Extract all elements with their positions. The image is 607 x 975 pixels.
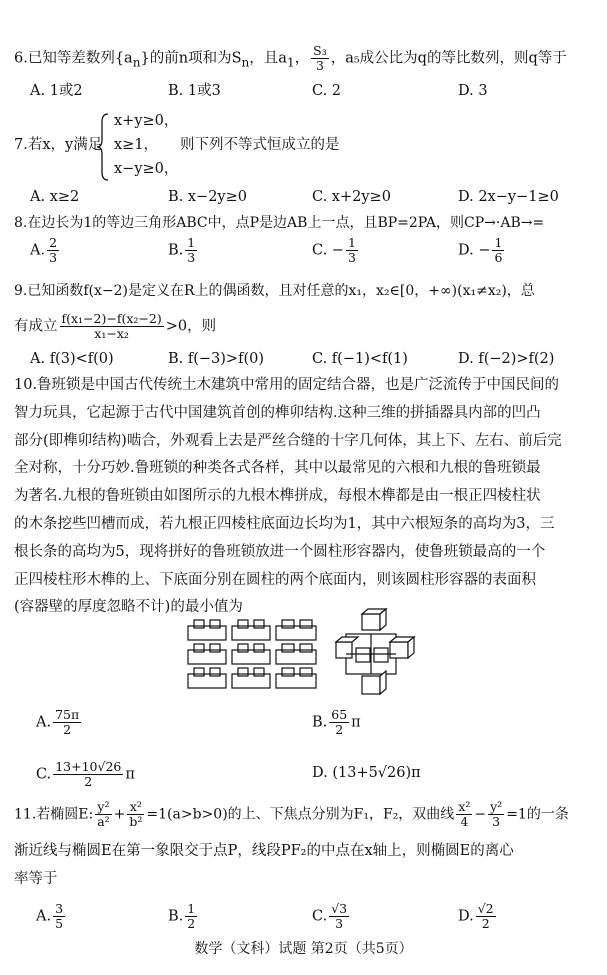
q6-frac-num: S₃ xyxy=(313,43,327,58)
q11-text-b: =1(a>b>0)的上、下焦点分别为F₁，F₂，双曲线 xyxy=(146,806,455,823)
q10-line-5: 为著名.九根的鲁班锁由如图所示的九根木榫拼成，每根木榫都是由一根正四棱柱状 xyxy=(14,488,541,505)
q9-option-c: C. f(−1)<f(1) xyxy=(312,351,408,367)
q8-c-num: 1 xyxy=(347,235,356,250)
q10-option-c xyxy=(36,760,135,789)
q10-a-label: A. xyxy=(36,714,52,731)
q10-line-6: 的木条挖些凹槽而成，若九根正四棱柱底面边长均为1，其中六根短条的高均为3，三 xyxy=(14,515,555,532)
q10-line-2: 智力玩具，它起源于古代中国建筑首创的榫卯结构.这种三维的拼插器具内部的凹凸 xyxy=(14,404,541,421)
q10-line-9: (容器壁的厚度忽略不计)的最小值为 xyxy=(14,599,243,616)
q6-text-a: 6.已知等差数列{a xyxy=(14,50,133,67)
q11-c-label: C. xyxy=(312,908,328,925)
q11-option-d xyxy=(458,902,498,931)
q10-line-3: 部分(即榫卯结构)啮合，外观看上去是严丝合缝的十字几何体，其上下、左右、前后完 xyxy=(14,432,562,449)
q11-b-num: 1 xyxy=(187,901,196,916)
q10-option-a xyxy=(36,708,83,737)
q10-c-tail: π xyxy=(125,766,135,783)
q6-text-b: }的前n项和为S xyxy=(140,50,242,67)
q11-option-b xyxy=(168,902,199,931)
q8-c-fraction xyxy=(346,236,358,265)
q11-f1-den: a² xyxy=(97,814,110,829)
q11-c-num: √3 xyxy=(331,901,348,916)
q11-option-a xyxy=(36,902,67,931)
q10-c-label: C. xyxy=(36,766,52,783)
q8-c-label: C. − xyxy=(312,242,344,259)
q7-option-d: D. 2x−y−1≥0 xyxy=(458,189,559,205)
q10-b-fraction xyxy=(329,708,349,737)
q6-text-d: ，a₅成公比为q的等比数列，则q等于 xyxy=(330,50,567,67)
q10-line-8: 正四棱柱形木榫的上、下底面分别在圆柱的两个底面内，则该圆柱形容器的表面积 xyxy=(14,571,536,588)
q6-option-b: B. 1或3 xyxy=(168,83,221,99)
q10-option-b xyxy=(312,708,361,737)
question-11-line-2: 渐近线与椭圆E在第一象限交于点P，线段PF₂的中点在x轴上，则椭圆E的离心 xyxy=(14,843,514,859)
q9-option-d: D. f(−2)>f(2) xyxy=(458,351,555,367)
q8-c-den: 3 xyxy=(347,250,356,265)
q8-a-fraction xyxy=(47,236,59,265)
q8-d-fraction xyxy=(492,236,504,265)
q9-option-b: B. f(−3)>f(0) xyxy=(168,351,264,367)
q10-line-1: 10.鲁班锁是中国古代传统土木建筑中常用的固定结合器，也是广泛流传于中国民间的 xyxy=(14,377,560,393)
q11-f4-num: y² xyxy=(490,799,503,814)
q10-c-den: 2 xyxy=(84,774,93,789)
q10-c-num: 13+10√26 xyxy=(55,759,122,774)
q8-a-den: 3 xyxy=(49,250,58,265)
q11-f2-num: x² xyxy=(127,800,144,815)
q7-option-b: B. x−2y≥0 xyxy=(168,189,247,205)
q11-b-label: B. xyxy=(168,908,184,925)
q7-option-c: C. x+2y≥0 xyxy=(312,189,391,205)
q8-d-num: 1 xyxy=(494,235,503,250)
q9-fraction xyxy=(60,312,164,341)
q7-stem-tail: 则下列不等式恒成立的是 xyxy=(180,137,340,153)
q8-option-a xyxy=(30,236,61,265)
assembled-lock xyxy=(336,609,414,694)
q9-text-a: 有成立 xyxy=(14,318,58,335)
question-9-stem-line-2 xyxy=(14,312,216,341)
question-9-stem-line-1: 9.已知函数f(x−2)是定义在R上的偶函数，且对任意的x₁，x₂∈[0，+∞)(x₁≠x₂)，总 xyxy=(14,283,535,299)
q9-option-a: A. f(3)<f(0) xyxy=(30,351,114,367)
q9-frac-num: f(x₁−2)−f(x₂−2) xyxy=(61,311,162,326)
q6-frac-den: 3 xyxy=(315,58,324,73)
question-11-line-3: 率等于 xyxy=(14,871,58,887)
q11-a-den: 5 xyxy=(55,916,64,931)
question-11-line-1 xyxy=(14,800,569,829)
q10-a-fraction xyxy=(53,708,81,737)
q8-d-label: D. − xyxy=(458,242,491,259)
q6-sub-1: 1 xyxy=(286,55,295,70)
q7-brace xyxy=(96,112,110,182)
q11-a-label: A. xyxy=(36,908,52,925)
q7-system-line-3: x−y≥0， xyxy=(114,161,179,177)
q10-a-num: 75π xyxy=(55,707,80,722)
q11-frac-3 xyxy=(456,800,472,829)
q11-a-fraction xyxy=(53,902,65,931)
q7-option-a: A. x≥2 xyxy=(30,189,80,205)
q11-frac-1 xyxy=(95,800,111,829)
q8-b-fraction xyxy=(185,236,197,265)
q11-a-num: 3 xyxy=(55,901,64,916)
q11-b-den: 2 xyxy=(187,916,196,931)
q9-text-b: >0，则 xyxy=(165,318,217,335)
q8-b-den: 3 xyxy=(187,250,196,265)
q6-sub-n2: n xyxy=(241,55,250,70)
q7-system-line-1: x+y≥0， xyxy=(114,113,179,129)
question-7-label: 7.若x，y满足 xyxy=(14,137,103,153)
q11-f3-num: x² xyxy=(458,799,471,814)
luban-lock-figure xyxy=(186,608,418,700)
q10-b-label: B. xyxy=(312,714,328,731)
q11-b-fraction xyxy=(185,902,197,931)
q11-f2-den: b² xyxy=(129,814,143,829)
q11-option-c xyxy=(312,902,351,931)
q6-option-d: D. 3 xyxy=(458,83,488,99)
q8-b-label: B. xyxy=(168,242,184,259)
q11-c-fraction xyxy=(329,902,349,931)
q8-b-num: 1 xyxy=(187,235,196,250)
q10-line-7: 根长条的高均为5，现将拼好的鲁班锁放进一个圆柱形容器内，使鲁班锁最高的一个 xyxy=(14,543,546,560)
q10-a-den: 2 xyxy=(63,722,72,737)
page-footer: 数学（文科）试题 第2页（共5页） xyxy=(194,941,413,957)
q10-b-num: 65 xyxy=(331,707,348,722)
q6-fraction xyxy=(311,44,329,73)
q11-f3-den: 4 xyxy=(460,814,469,829)
question-10-paragraph xyxy=(14,372,594,622)
q11-d-num: √2 xyxy=(477,901,494,916)
q11-d-fraction xyxy=(476,902,496,931)
question-8-stem: 8.在边长为1的等边三角形ABC中，点P是边AB上一点，且BP=2PA，则CP→·AB→= xyxy=(14,215,545,231)
q7-system-line-2: x≥1， xyxy=(114,137,159,153)
nine-pieces-group xyxy=(188,620,316,688)
q8-option-c xyxy=(312,236,360,265)
q10-option-d: D. (13+5√26)π xyxy=(312,765,421,781)
q8-a-label: A. xyxy=(30,242,46,259)
q10-b-den: 2 xyxy=(335,722,344,737)
q11-d-den: 2 xyxy=(481,916,490,931)
q9-frac-den: x₁−x₂ xyxy=(94,326,129,341)
q11-f1-num: y² xyxy=(95,800,111,815)
q11-text-a: 11.若椭圆E: xyxy=(14,806,94,823)
q8-a-num: 2 xyxy=(49,235,58,250)
q10-b-tail: π xyxy=(351,714,361,731)
q6-text-c: ，且a xyxy=(249,50,287,67)
q11-frac-4 xyxy=(488,800,504,829)
q6-option-c: C. 2 xyxy=(312,83,342,99)
q11-minus: − xyxy=(474,806,487,823)
q8-option-b xyxy=(168,236,199,265)
q11-frac-2 xyxy=(127,800,144,829)
q11-c-den: 3 xyxy=(335,916,344,931)
q8-option-d xyxy=(458,236,506,265)
q11-d-label: D. xyxy=(458,908,474,925)
q11-plus: + xyxy=(113,806,126,823)
q6-option-a: A. 1或2 xyxy=(30,83,83,99)
q10-c-fraction xyxy=(53,760,123,789)
q6-sub-n: n xyxy=(132,55,141,70)
question-6-stem: 6.已知等差数列$\{a_n\}$的前n项和为$S_n$，且$a_1$， $\frac{\text{S₃}}{3}$ ，a₅成公比为q的等比数列，则q等于 xyxy=(14,43,567,73)
q11-text-c: =1的一条 xyxy=(506,806,569,823)
q10-line-4: 全对称，十分巧妙.鲁班锁的种类各式各样，其中以最常见的六根和九根的鲁班锁最 xyxy=(14,460,541,477)
q11-f4-den: 3 xyxy=(492,814,501,829)
q8-d-den: 6 xyxy=(494,250,503,265)
